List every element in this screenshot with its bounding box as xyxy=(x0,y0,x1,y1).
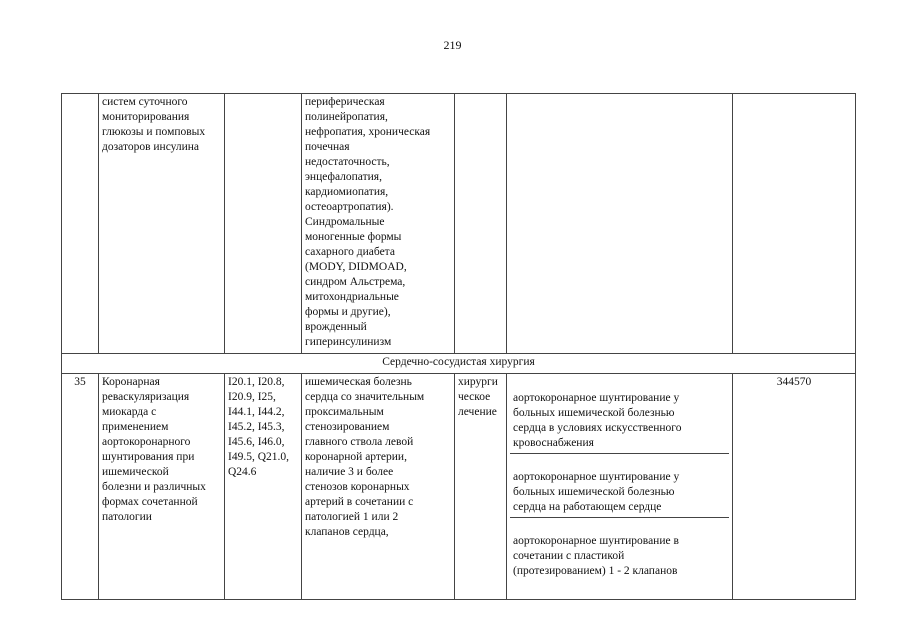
codes-cell: I20.1, I20.8, I20.9, I25, I44.1, I44.2, I45.2, I45.3, I45.6, I46.0, I49.5, Q21.0, Q24.6 xyxy=(225,374,302,600)
price-cell: 344570 xyxy=(733,374,856,600)
row-number: 35 xyxy=(62,374,99,600)
name-cell: систем суточного мониторирования глюкозы и помповых дозаторов инсулина xyxy=(99,94,225,354)
page-number: 219 xyxy=(443,38,462,52)
table-row-35 xyxy=(62,374,856,600)
medical-care-table xyxy=(61,93,856,600)
method-cell xyxy=(507,94,733,354)
method-item: аортокоронарное шунтирование у больных ишемической болезнью сердца в условиях искусственного кровоснабжения xyxy=(510,390,729,454)
continuation-row xyxy=(62,94,856,354)
price-cell xyxy=(733,94,856,354)
section-title: Сердечно-сосудистая хирургия xyxy=(62,354,856,374)
treatment-cell xyxy=(455,94,507,354)
model-cell: ишемическая болезнь сердца со значительным проксимальным стенозированием главного ствола левой коронарной артерии, наличие 3 и более стенозов коронарных артерий в сочетании с патологией 1 или 2 клапанов сердца, xyxy=(302,374,455,600)
number-cell xyxy=(62,94,99,354)
section-row xyxy=(62,354,856,374)
methods-cell xyxy=(507,374,733,600)
codes-cell xyxy=(225,94,302,354)
method-item: аортокоронарное шунтирование в сочетании с пластикой (протезированием) 1 - 2 клапанов xyxy=(513,535,679,577)
method-item: аортокоронарное шунтирование у больных ишемической болезнью сердца на работающем сердце xyxy=(510,469,729,518)
name-cell: Коронарная реваскуляризация миокарда с применением аортокоронарного шунтирования при ишемической болезни и различных формах сочетанной патологии xyxy=(99,374,225,600)
treatment-cell: хирурги ческое лечение xyxy=(455,374,507,600)
model-cell: периферическая полинейропатия, нефропатия, хроническая почечная недостаточность, энцефалопатия, кардиомиопатия, остеоартропатия). Синдромальные моногенные формы сахарного диабета (MODY, DIDMOAD, синдром Альстрема, митохондриальные формы и другие), врожденный гиперинсулинизм xyxy=(302,94,455,354)
